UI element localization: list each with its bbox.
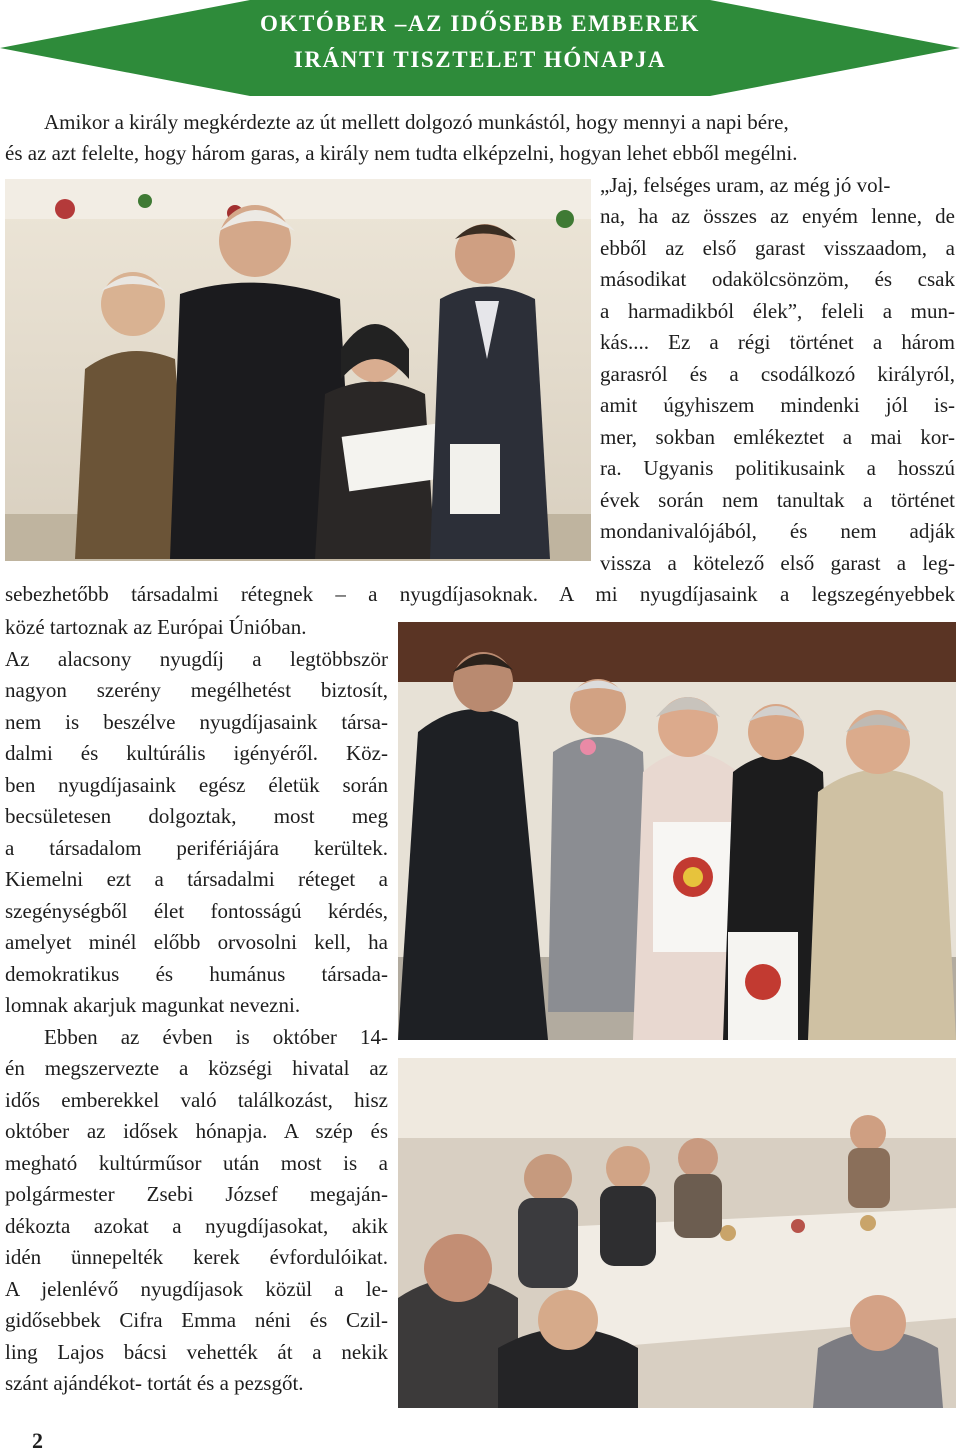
body-line: évek során nem tanultak a történet bbox=[600, 488, 955, 512]
body-line: mondanivalójából, és nem adják bbox=[600, 519, 955, 543]
body-line: nem is beszélve nyugdíjasaink társa- bbox=[5, 710, 388, 734]
photo-award-ceremony bbox=[5, 179, 591, 561]
body-line: na, ha az összes az enyém lenne, de bbox=[600, 204, 955, 228]
body-line: dalmi és kultúrális igényéről. Köz- bbox=[5, 741, 388, 765]
body-line: amelyet minél előbb orvosolni kell, ha bbox=[5, 930, 388, 954]
body-line: becsületesen dolgoztak, most meg bbox=[5, 804, 388, 828]
body-line: garasról és a csodálkozó királyról, bbox=[600, 362, 955, 386]
body-line: szánt ajándékot- tortát és a pezsgőt. bbox=[5, 1371, 304, 1395]
body-line: a társadalom perifériájára kerültek. bbox=[5, 836, 388, 860]
body-line: Az alacsony nyugdíj a legtöbbször bbox=[5, 647, 388, 671]
body-line: október az idősek hónapja. A szép és bbox=[5, 1119, 388, 1143]
intro-line: és az azt felelte, hogy három garas, a király nem tudta elképzelni, hogyan lehet ebből megélni. bbox=[5, 141, 798, 165]
body-line: ling Lajos bácsi vehették át a nekik bbox=[5, 1340, 388, 1364]
body-line: ben nyugdíjasaink egész életük során bbox=[5, 773, 388, 797]
body-line: A jelenlévő nyugdíjasok közül a le- bbox=[5, 1277, 388, 1301]
body-line: idős emberekkel való találkozást, hisz bbox=[5, 1088, 388, 1112]
body-line: szegénységből élet fontosságú kérdés, bbox=[5, 899, 388, 923]
body-line: mer, sokban emlékeztet a mai kor- bbox=[600, 425, 955, 449]
body-line: közé tartoznak az Európai Únióban. bbox=[5, 615, 307, 639]
body-line: polgármester Zsebi József megaján- bbox=[5, 1182, 388, 1206]
body-line: lomnak akarjuk magunkat nevezni. bbox=[5, 993, 301, 1017]
body-line: amit úgyhiszem mindenki jól is- bbox=[600, 393, 955, 417]
body-line: nagyon szerény megélhetést biztosít, bbox=[5, 678, 388, 702]
body-line: idén ünnepelték kerek évfordulóikat. bbox=[5, 1245, 388, 1269]
body-line: gidősebbek Cifra Emma néni és Czil- bbox=[5, 1308, 388, 1332]
body-line: másodikat odakölcsönzöm, és csak bbox=[600, 267, 955, 291]
intro-line: Amikor a király megkérdezte az út mellett dolgozó munkástól, hogy mennyi a napi bére, bbox=[44, 110, 789, 134]
body-line: Kiemelni ezt a társadalmi réteget a bbox=[5, 867, 388, 891]
photo-banquet bbox=[398, 1058, 956, 1408]
body-line: a harmadikból élek”, feleli a mun- bbox=[600, 299, 955, 323]
body-line: „Jaj, felséges uram, az még jó vol- bbox=[600, 173, 891, 197]
body-line: én megszervezte a községi hivatal az bbox=[5, 1056, 388, 1080]
body-line: vissza a kötelező első garast a leg- bbox=[600, 551, 955, 575]
title-banner bbox=[0, 0, 960, 100]
body-line: ra. Ugyanis politikusaink a hosszú bbox=[600, 456, 955, 480]
body-line: Ebben az évben is október 14- bbox=[44, 1025, 388, 1049]
page-title-line-1: OKTÓBER –AZ IDŐSEBB EMBEREK bbox=[259, 11, 701, 36]
page-number: 2 bbox=[32, 1428, 43, 1453]
body-line: ebből az első garast visszaadom, a bbox=[600, 236, 955, 260]
page-title-line-2: IRÁNTI TISZTELET HÓNAPJA bbox=[293, 47, 667, 72]
body-line: sebezhetőbb társadalmi rétegnek – a nyugdíjasoknak. A mi nyugdíjasaink a legszegényebbek bbox=[5, 582, 955, 606]
body-line: megható kultúrműsor után most is a bbox=[5, 1151, 388, 1175]
body-line: dékozta azokat a nyugdíjasokat, akik bbox=[5, 1214, 388, 1238]
body-line: kás.... Ez a régi történet a három bbox=[600, 330, 955, 354]
body-line: demokratikus és humánus társada- bbox=[5, 962, 388, 986]
photo-gift-handover bbox=[398, 622, 956, 1040]
